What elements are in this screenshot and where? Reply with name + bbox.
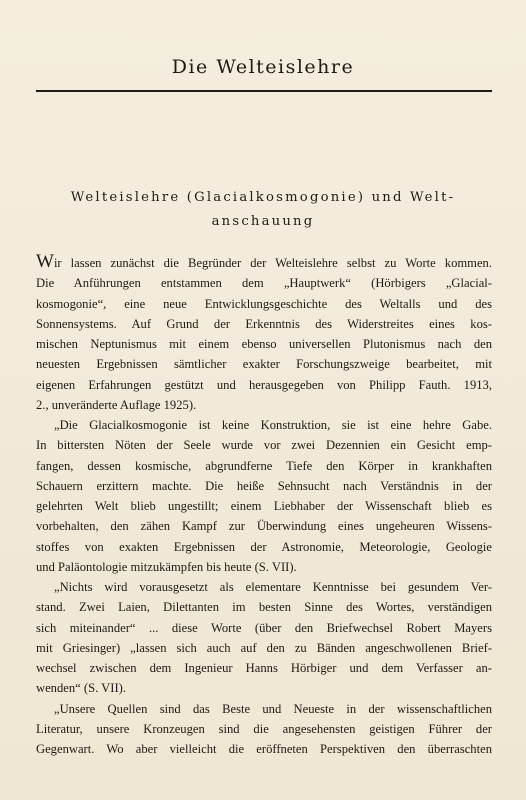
text-line: wechsel zwischen dem Ingenieur Hanns Hörbiger und dem Verfasser an- <box>36 661 492 675</box>
text-line: vorbehalten, den zähen Kampf zur Überwindung eines ungeheuren Wissens- <box>36 519 492 534</box>
text-line: „Nichts wird vorausgesetzt als elementare Kenntnisse bei gesundem Ver- <box>54 580 492 594</box>
text-line: „Die Glacialkosmogonie ist keine Konstruktion, sie ist eine hehre Gabe. <box>54 418 492 432</box>
text-line: sich miteinander“ ... diese Worte (über den Briefwechsel Robert Mayers <box>36 620 492 635</box>
text-line: kosmogonie“, eine neue Entwicklungsgeschichte des Weltalls und des <box>36 296 492 311</box>
text-line <box>36 253 492 273</box>
running-head: Die Welteislehre <box>171 56 355 78</box>
header-rule <box>36 90 492 92</box>
initial-letter: W <box>36 253 54 272</box>
text-line: gelehrten Welt blieb ungestillt; einem Liebhaber der Wissenschaft blieb es <box>36 499 492 513</box>
text-line: 2., unveränderte Auflage 1925). <box>36 397 197 412</box>
text-line: und Paläontologie mitzukämpfen bis heute (S. VII). <box>36 559 297 574</box>
body-text <box>36 253 492 759</box>
text-line: Gegenwart. Wo aber vielleicht die eröffneten Perspektiven den überraschten <box>36 742 492 756</box>
text-line: „Unsere Quellen sind das Beste und Neueste in der wissenschaftlichen <box>54 701 492 716</box>
text-line: fangen, dessen kosmische, abgrundferne Tiefe den Körper in krankhaften <box>36 458 492 473</box>
text-line: stand. Zwei Laien, Dilettanten im besten Sinne des Wortes, verständigen <box>36 600 492 615</box>
text-line: Schauern erzittern machte. Die heiße Sehnsucht nach Verständnis in der <box>36 478 492 493</box>
section-heading-line: Welteislehre (Glacialkosmogonie) und Welt- <box>70 190 456 205</box>
text-line: neuesten Ergebnissen sämtlicher exakter Forschungszweige bearbeitet, mit <box>36 357 492 372</box>
text-line: Literatur, unsere Kronzeugen sind die angesehensten geistigen Führer der <box>36 721 492 736</box>
text-line: eigenen Erfahrungen gestützt und herausgegeben von Philipp Fauth. 1913, <box>36 377 492 392</box>
section-heading-line: anschauung <box>211 214 315 229</box>
text-line: mischen Neptunismus mit einem ebenso universellen Plutonismus nach den <box>36 337 492 351</box>
text-line: mit Griesinger) „lassen sich auch auf den zu Bänden angeschwollenen Brief- <box>36 640 492 655</box>
text-line: wenden“ (S. VII). <box>36 681 126 696</box>
text-line: In bittersten Nöten der Seele wurde vor zwei Dezennien ein Gesicht emp- <box>36 438 492 453</box>
text-line: stoffes von exakten Ergebnissen der Astronomie, Meteorologie, Geologie <box>36 539 492 554</box>
section-heading <box>38 186 488 234</box>
text-line-rest: ir lassen zunächst die Begründer der Welteislehre selbst zu Worte kommen. <box>53 256 492 270</box>
text-line: Sonnensystems. Auf Grund der Erkenntnis des Widerstreites eines kos- <box>36 316 492 331</box>
text-line: Die Anführungen entstammen dem „Hauptwerk“ (Hörbigers „Glacial- <box>36 276 492 291</box>
